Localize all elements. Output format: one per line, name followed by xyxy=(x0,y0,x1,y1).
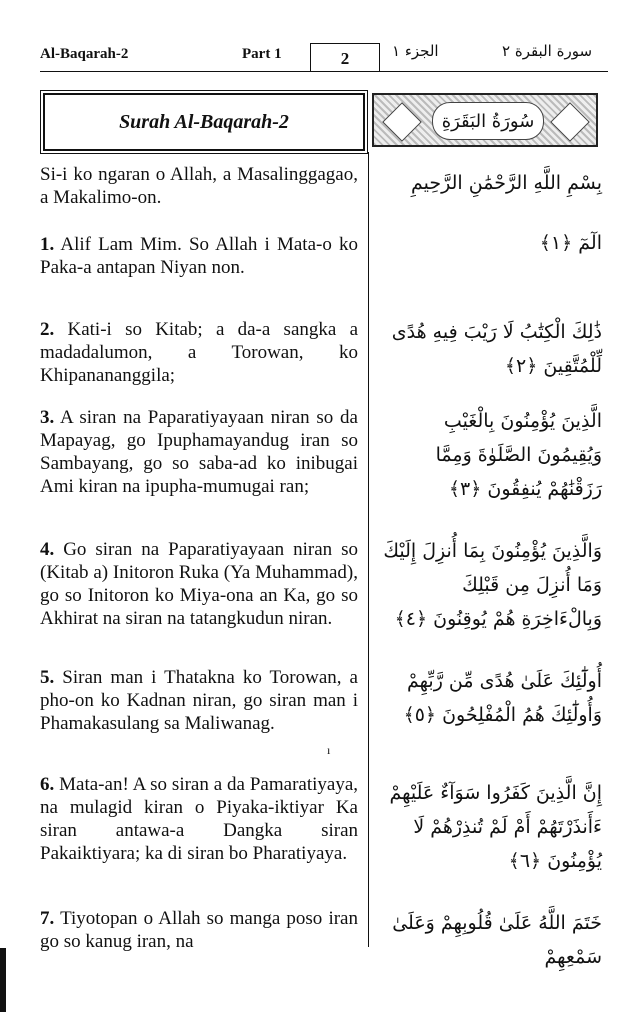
verse-number: 4. xyxy=(40,539,55,560)
verse-6-arabic: إِنَّ الَّذِينَ كَفَرُوا سَوَآءٌ عَلَيْهِمْ ءَأَنذَرْتَهُمْ أَمْ لَمْ تُنذِرْهُمْ لَا يُؤْمِنُونَ ﴿٦﴾ xyxy=(389,782,602,872)
header-part: Part 1 xyxy=(242,46,282,62)
verse-2-arabic: ذَٰلِكَ الْكِتَٰبُ لَا رَيْبَ فِيهِ هُدًى لِّلْمُتَّقِينَ ﴿٢﴾ xyxy=(391,321,602,377)
verse-text: Kati-i so Kitab; a da-a sangka a madadalumon, a Torowan, ko Khipanananggila; xyxy=(40,319,358,386)
verse-7-arabic: خَتَمَ اللَّهُ عَلَىٰ قُلُوبِهِمْ وَعَلَىٰ سَمْعِهِمْ xyxy=(392,912,602,968)
verse-text: Alif Lam Mim. So Allah i Mata-o ko Paka-a antapan Niyan non. xyxy=(40,234,358,278)
verse-1-translation xyxy=(40,233,358,279)
header-arabic-surah: سورة البقرة ٢ xyxy=(502,42,593,60)
verse-4-translation xyxy=(40,538,358,630)
verse-6-translation xyxy=(40,773,358,865)
verse-number: 6. xyxy=(40,774,55,795)
verse-text: Go siran na Paparatiyayaan niran so (Kitab a) Initoron Ruka (Ya Muhammad), go so Initoron ko Miya-ona an Ka, go so Akhirat na siran na tatangkudun niran. xyxy=(40,539,359,629)
surah-title: Surah Al-Baqarah-2 xyxy=(43,93,365,151)
verse-number: 7. xyxy=(40,908,55,929)
verse-0-translation xyxy=(40,163,358,209)
header-rule xyxy=(40,71,608,72)
ornament-icon xyxy=(550,102,590,142)
ornament-icon xyxy=(382,102,422,142)
verse-0-arabic: بِسْمِ اللَّهِ الرَّحْمَٰنِ الرَّحِيمِ xyxy=(411,172,602,194)
verse-5-arabic: أُولَٰٓئِكَ عَلَىٰ هُدًى مِّن رَّبِّهِمْ وَأُولَٰٓئِكَ هُمُ الْمُفْلِحُونَ ﴿٥﴾ xyxy=(403,670,602,726)
header-arabic-part: الجزء ١ xyxy=(392,42,439,60)
verse-5-translation xyxy=(40,666,358,735)
page-edge-mark xyxy=(0,948,6,1012)
verse-3-translation xyxy=(40,406,358,498)
verse-text: Si-i ko ngaran o Allah, a Masalinggagao, a Makalimo-on. xyxy=(40,164,358,208)
column-divider xyxy=(368,152,369,947)
page-number: 2 xyxy=(310,43,380,72)
verse-4-arabic: وَالَّذِينَ يُؤْمِنُونَ بِمَا أُنزِلَ إِلَيْكَ وَمَا أُنزِلَ مِن قَبْلِكَ وَبِالْءَاخِرَةِ هُمْ يُوقِنُونَ ﴿٤﴾ xyxy=(383,540,602,630)
arabic-banner-text: سُورَةُ البَقَرَةِ xyxy=(432,102,544,140)
stray-mark: ı xyxy=(327,743,331,757)
arabic-surah-banner xyxy=(372,93,598,147)
verse-text: Siran man i Thatakna ko Torowan, a pho-on ko Kadnan niran, go siran man i Phamakasulang sa Maliwanag. xyxy=(40,667,358,734)
verse-text: Tiyotopan o Allah so manga poso iran go so kanug iran, na xyxy=(40,908,358,952)
verse-2-translation xyxy=(40,318,358,387)
verse-number: 2. xyxy=(40,319,55,340)
verse-number: 5. xyxy=(40,667,55,688)
verse-7-translation xyxy=(40,907,358,953)
verse-text: A siran na Paparatiyayaan niran so da Mapayag, go Ipuphamayandug iran so Sambayang, go so saba-ad ko inibugai Ami kiran na ipupha-mumugai ran; xyxy=(40,407,358,497)
header-surah-name: Al-Baqarah-2 xyxy=(40,46,129,62)
verse-number: 1. xyxy=(40,234,55,255)
verse-number: 3. xyxy=(40,407,55,428)
verse-text: Mata-an! A so siran a da Pamaratiyaya, na mulagid kiran o Piyaka-iktiyar Ka siran antawa-a Dangka siran Pakaiktiyara; ka di siran bo Pharatiyaya. xyxy=(40,774,359,864)
verse-1-arabic: الٓمٓ ﴿١﴾ xyxy=(539,232,602,254)
verse-3-arabic: الَّذِينَ يُؤْمِنُونَ بِالْغَيْبِ وَيُقِيمُونَ الصَّلَوٰةَ وَمِمَّا رَزَقْنَٰهُمْ يُنفِقُونَ ﴿٣﴾ xyxy=(435,410,602,500)
